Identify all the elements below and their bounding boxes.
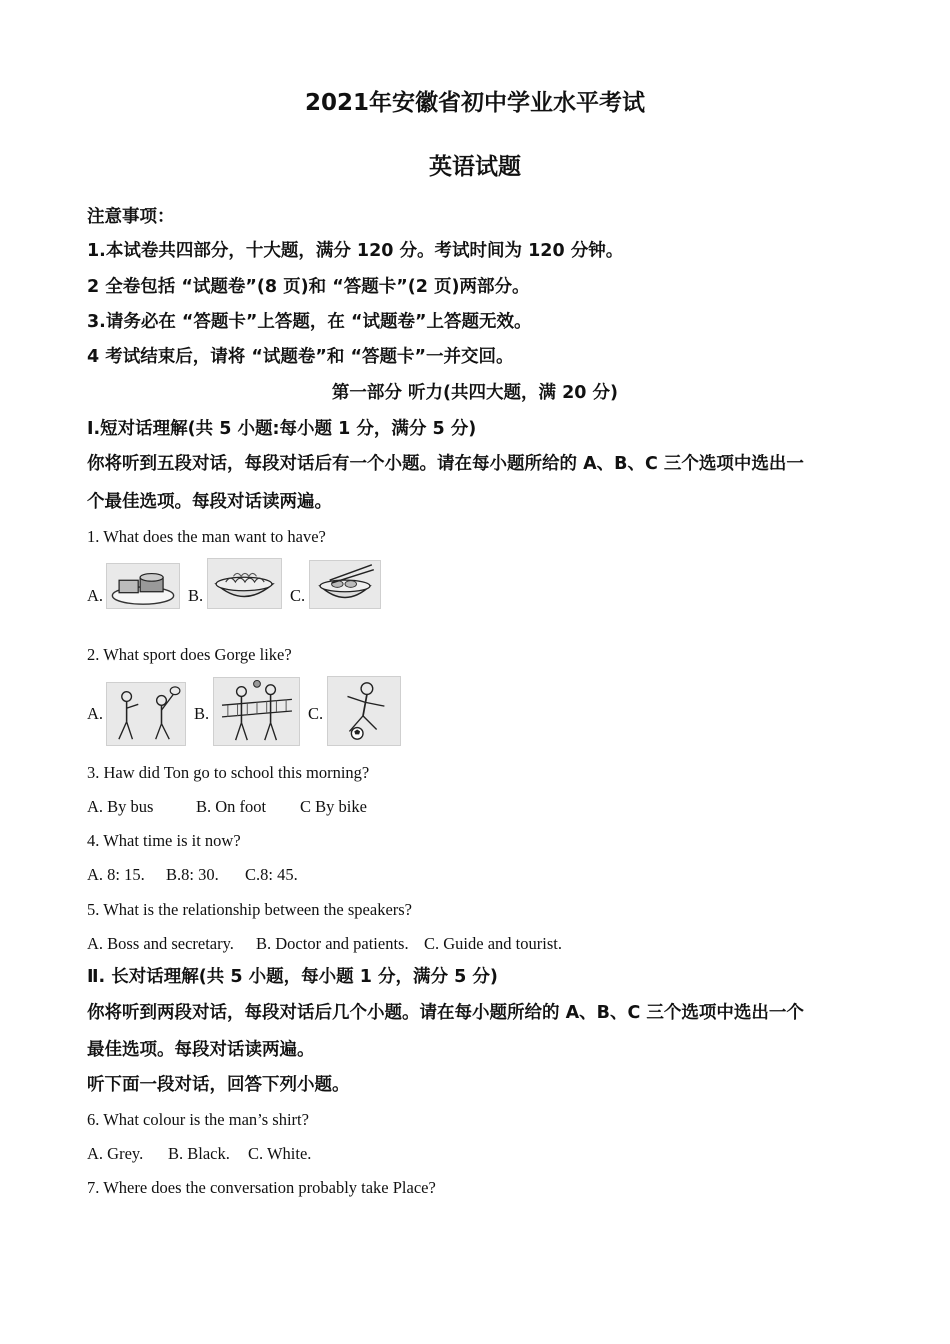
q2-option-a-label: A. xyxy=(87,704,104,723)
section2-instruction-2: 最佳选项。每段对话读两遍。 xyxy=(87,1040,315,1060)
badminton-players-icon xyxy=(107,683,185,745)
section1-heading: Ⅰ.短对话理解(共 5 小题:每小题 1 分，满分 5 分) xyxy=(87,419,477,439)
question-6-text: 6. What colour is the man’s shirt? xyxy=(87,1110,309,1129)
question-2-text: 2. What sport does Gorge like? xyxy=(87,645,292,664)
note-item-2: 2 全卷包括 “试题卷”(8 页)和 “答题卡”(2 页)两部分。 xyxy=(87,277,530,297)
q1-option-b-image xyxy=(207,558,282,609)
section1-instruction-1: 你将听到五段对话，每段对话后有一个小题。请在每小题所给的 A、B、C 三个选项中选出一 xyxy=(87,454,804,474)
section2-instruction-1: 你将听到两段对话，每段对话后几个小题。请在每小题所给的 A、B、C 三个选项中选出一个 xyxy=(87,1003,804,1023)
q2-option-b-label: B. xyxy=(194,704,210,723)
note-item-4: 4 考试结束后，请将 “试题卷”和 “答题卡”一并交回。 xyxy=(87,347,514,367)
question-1-text: 1. What does the man want to have? xyxy=(87,527,326,546)
q4-option-a: A. 8: 15. xyxy=(87,865,145,884)
note-item-1: 1.本试卷共四部分，十大题，满分 120 分。考试时间为 120 分钟。 xyxy=(87,241,624,261)
question-5-text: 5. What is the relationship between the speakers? xyxy=(87,900,413,919)
q5-option-c: C. Guide and tourist. xyxy=(424,934,562,953)
question-4-text: 4. What time is it now? xyxy=(87,831,241,850)
dialogue-note: 听下面一段对话，回答下列小题。 xyxy=(87,1075,350,1095)
note-item-3: 3.请务必在 “答题卡”上答题，在 “试题卷”上答题无效。 xyxy=(87,312,532,332)
q1-option-c-image xyxy=(309,560,381,609)
question-3-text: 3. Haw did Ton go to school this morning? xyxy=(87,763,370,782)
q5-option-b: B. Doctor and patients. xyxy=(256,934,409,953)
noodles-bowl-icon xyxy=(208,559,281,608)
volleyball-players-icon xyxy=(214,678,299,745)
page-title: 2021年安徽省初中学业水平考试 xyxy=(304,90,645,116)
page-subtitle: 英语试题 xyxy=(429,154,521,180)
q2-option-c-image xyxy=(327,676,401,746)
q1-option-b-label: B. xyxy=(188,586,204,605)
q6-option-c: C. White. xyxy=(248,1144,312,1163)
q2-option-c-label: C. xyxy=(308,704,324,723)
section2-heading: Ⅱ. 长对话理解(共 5 小题，每小题 1 分，满分 5 分) xyxy=(87,967,498,987)
q1-option-c-label: C. xyxy=(290,586,306,605)
q2-option-b-image xyxy=(213,677,300,746)
q6-option-a: A. Grey. xyxy=(87,1144,144,1163)
q4-option-c: C.8: 45. xyxy=(245,865,298,884)
q6-option-b: B. Black. xyxy=(168,1144,230,1163)
soccer-player-icon xyxy=(328,677,400,745)
q1-option-a-label: A. xyxy=(87,586,104,605)
q1-option-a-image xyxy=(106,563,180,609)
section1-instruction-2: 个最佳选项。每段对话读两遍。 xyxy=(87,492,332,512)
cakes-on-plate-icon xyxy=(107,564,179,608)
notes-heading: 注意事项： xyxy=(87,207,175,227)
q5-option-a: A. Boss and secretary. xyxy=(87,934,234,953)
q3-option-c: C By bike xyxy=(300,797,367,816)
question-7-text: 7. Where does the conversation probably take Place? xyxy=(87,1178,436,1197)
q3-option-b: B. On foot xyxy=(196,797,267,816)
q4-option-b: B.8: 30. xyxy=(166,865,219,884)
dumplings-bowl-icon xyxy=(310,561,380,608)
q3-option-a: A. By bus xyxy=(87,797,154,816)
part1-heading: 第一部分 听力(共四大题，满 20 分) xyxy=(331,383,619,403)
q2-option-a-image xyxy=(106,682,186,746)
